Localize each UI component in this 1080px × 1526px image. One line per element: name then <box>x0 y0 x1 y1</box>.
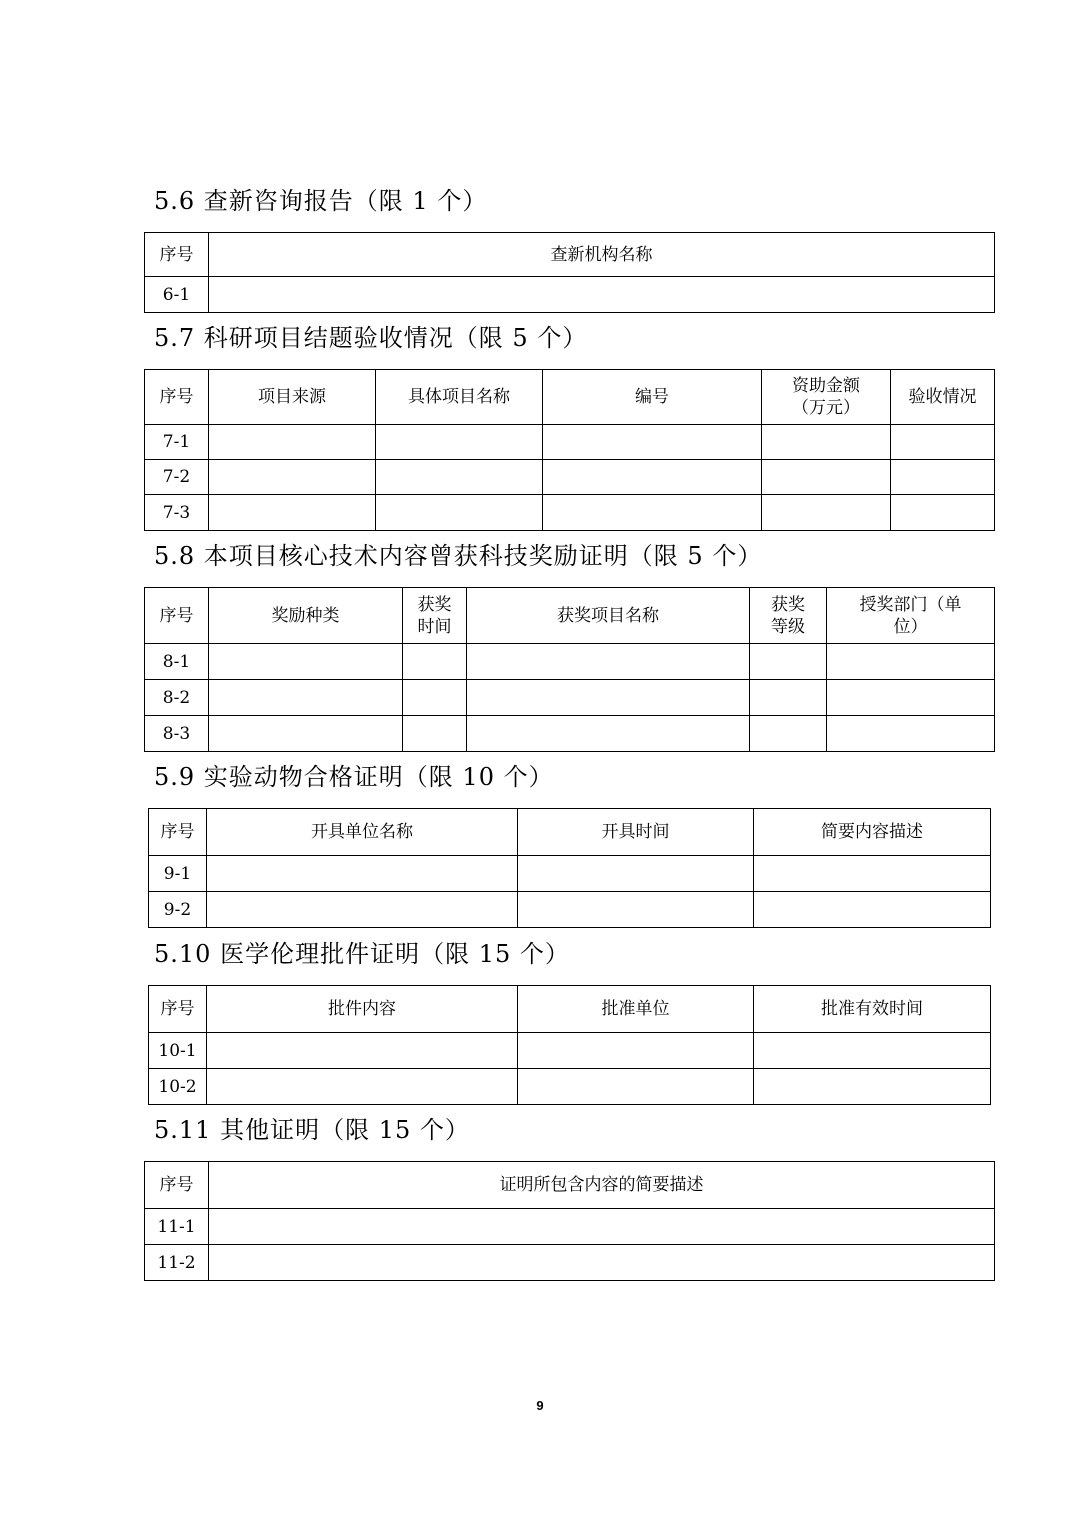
table-row <box>149 1033 991 1069</box>
section-title-5-8: 5.8 本项目核心技术内容曾获科技奖励证明（限 5 个） <box>154 542 763 570</box>
table-5-10 <box>148 985 991 1105</box>
empty-cell[interactable] <box>750 644 827 680</box>
empty-cell[interactable] <box>518 1033 754 1069</box>
table-5-9 <box>148 808 991 928</box>
header-cell: 序号 <box>149 986 207 1033</box>
table-5-11 <box>144 1161 995 1281</box>
empty-cell[interactable] <box>209 495 376 531</box>
empty-cell[interactable] <box>518 1069 754 1105</box>
header-cell: 开具时间 <box>518 809 754 856</box>
empty-cell[interactable] <box>827 644 995 680</box>
header-cell: 序号 <box>145 370 209 425</box>
row-index: 10-1 <box>149 1033 207 1069</box>
empty-cell[interactable] <box>403 644 467 680</box>
row-index: 10-2 <box>149 1069 207 1105</box>
empty-cell[interactable] <box>209 425 376 460</box>
section-title-5-11: 5.11 其他证明（限 15 个） <box>154 1116 470 1144</box>
empty-cell[interactable] <box>518 856 754 892</box>
empty-cell[interactable] <box>543 460 762 495</box>
empty-cell[interactable] <box>762 425 891 460</box>
empty-cell[interactable] <box>891 460 995 495</box>
empty-cell[interactable] <box>754 856 991 892</box>
empty-cell[interactable] <box>209 1245 995 1281</box>
empty-cell[interactable] <box>209 716 403 752</box>
row-index: 7-2 <box>145 460 209 495</box>
header-cell: 验收情况 <box>891 370 995 425</box>
row-index: 8-2 <box>145 680 209 716</box>
empty-cell[interactable] <box>754 892 991 928</box>
empty-cell[interactable] <box>467 644 750 680</box>
header-cell: 序号 <box>145 1162 209 1209</box>
empty-cell[interactable] <box>543 425 762 460</box>
empty-cell[interactable] <box>467 716 750 752</box>
empty-cell[interactable] <box>827 716 995 752</box>
empty-cell[interactable] <box>754 1033 991 1069</box>
empty-cell[interactable] <box>403 716 467 752</box>
header-cell: 序号 <box>149 809 207 856</box>
section-title-5-10: 5.10 医学伦理批件证明（限 15 个） <box>154 940 570 968</box>
page-number: 9 <box>536 1398 544 1413</box>
row-index: 8-3 <box>145 716 209 752</box>
section-title-5-7: 5.7 科研项目结题验收情况（限 5 个） <box>154 324 588 352</box>
header-cell: 批准单位 <box>518 986 754 1033</box>
table-row <box>145 495 995 531</box>
header-cell: 获奖 等级 <box>750 588 827 644</box>
empty-cell[interactable] <box>518 892 754 928</box>
empty-cell[interactable] <box>754 1069 991 1105</box>
row-index: 7-1 <box>145 425 209 460</box>
row-index: 7-3 <box>145 495 209 531</box>
table-row <box>145 460 995 495</box>
header-cell: 获奖 时间 <box>403 588 467 644</box>
table-5-6 <box>144 232 995 313</box>
empty-cell[interactable] <box>891 495 995 531</box>
row-index: 8-1 <box>145 644 209 680</box>
empty-cell[interactable] <box>376 495 543 531</box>
header-cell: 批准有效时间 <box>754 986 991 1033</box>
header-cell: 获奖项目名称 <box>467 588 750 644</box>
table-row <box>145 680 995 716</box>
row-index: 6-1 <box>145 277 209 313</box>
empty-cell[interactable] <box>403 680 467 716</box>
empty-cell[interactable] <box>209 680 403 716</box>
empty-cell[interactable] <box>209 1209 995 1245</box>
empty-cell[interactable] <box>827 680 995 716</box>
table-row <box>145 644 995 680</box>
empty-cell[interactable] <box>207 892 518 928</box>
empty-cell[interactable] <box>762 495 891 531</box>
header-cell: 资助金额 （万元） <box>762 370 891 425</box>
header-cell: 批件内容 <box>207 986 518 1033</box>
header-cell: 编号 <box>543 370 762 425</box>
empty-cell[interactable] <box>467 680 750 716</box>
table-row <box>149 892 991 928</box>
row-index: 9-2 <box>149 892 207 928</box>
row-index: 11-2 <box>145 1245 209 1281</box>
header-cell: 奖励种类 <box>209 588 403 644</box>
table-row <box>149 1069 991 1105</box>
table-row <box>145 1245 995 1281</box>
table-row <box>145 425 995 460</box>
table-5-8 <box>144 587 995 752</box>
header-cell: 序号 <box>145 588 209 644</box>
empty-cell[interactable] <box>543 495 762 531</box>
empty-cell[interactable] <box>750 716 827 752</box>
header-cell: 项目来源 <box>209 370 376 425</box>
header-cell: 具体项目名称 <box>376 370 543 425</box>
row-index: 11-1 <box>145 1209 209 1245</box>
header-cell: 序号 <box>145 233 209 277</box>
header-cell: 证明所包含内容的简要描述 <box>209 1162 995 1209</box>
empty-cell[interactable] <box>207 1033 518 1069</box>
empty-cell[interactable] <box>209 644 403 680</box>
row-index: 9-1 <box>149 856 207 892</box>
empty-cell[interactable] <box>207 1069 518 1105</box>
empty-cell[interactable] <box>376 460 543 495</box>
empty-cell[interactable] <box>207 856 518 892</box>
table-5-7 <box>144 369 995 531</box>
empty-cell[interactable] <box>376 425 543 460</box>
section-title-5-6: 5.6 查新咨询报告（限 1 个） <box>154 187 488 215</box>
empty-cell[interactable] <box>762 460 891 495</box>
empty-cell[interactable] <box>209 277 995 313</box>
empty-cell[interactable] <box>891 425 995 460</box>
empty-cell[interactable] <box>209 460 376 495</box>
header-cell: 查新机构名称 <box>209 233 995 277</box>
table-row <box>145 716 995 752</box>
table-row <box>145 1209 995 1245</box>
header-cell: 开具单位名称 <box>207 809 518 856</box>
table-row <box>145 277 995 313</box>
empty-cell[interactable] <box>750 680 827 716</box>
header-cell: 简要内容描述 <box>754 809 991 856</box>
section-title-5-9: 5.9 实验动物合格证明（限 10 个） <box>154 763 554 791</box>
table-row <box>149 856 991 892</box>
header-cell: 授奖部门（单 位） <box>827 588 995 644</box>
